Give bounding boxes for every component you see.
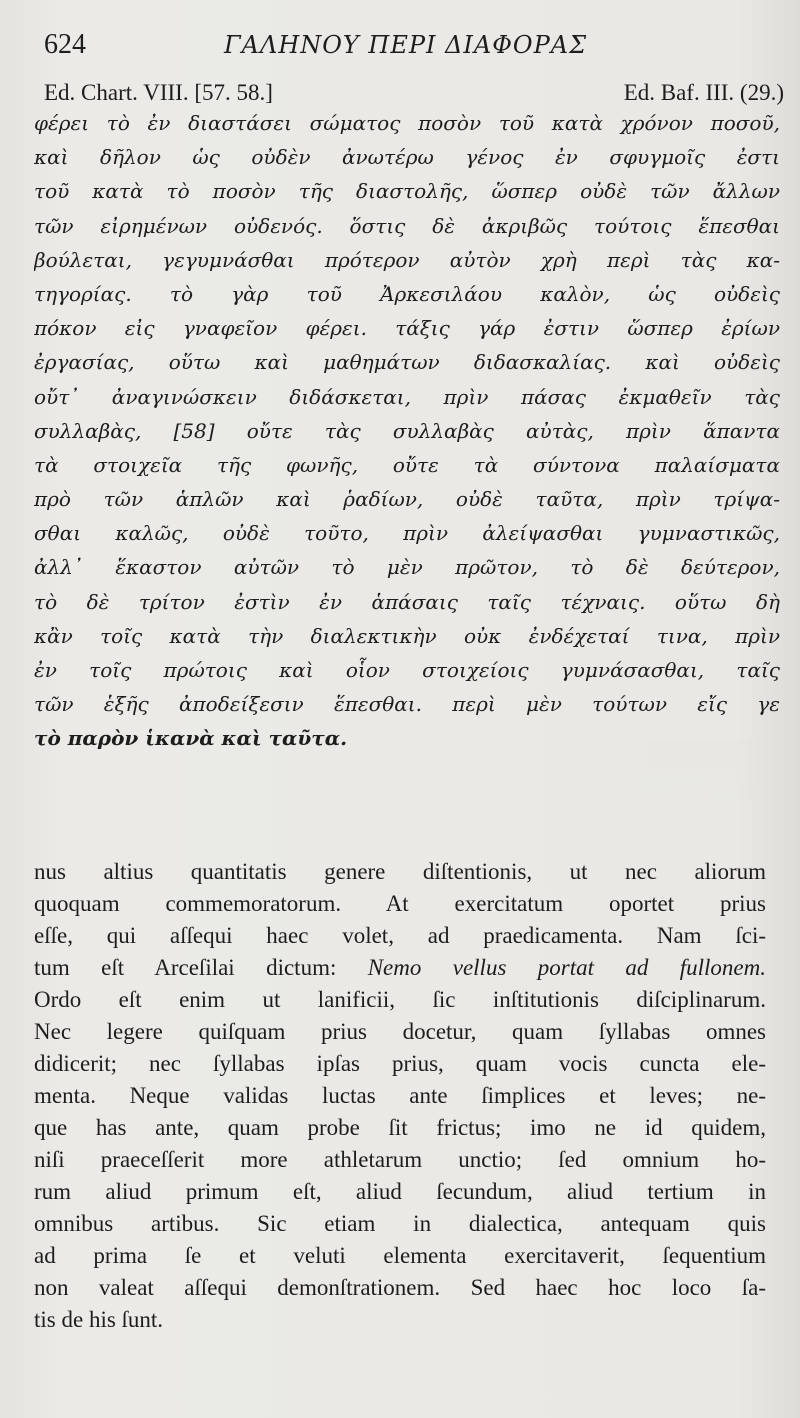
- greek-line: κἂν τοῖς κατὰ τὴν διαλεκτικὴν οὐκ ἐνδέχεταί τινα, πρὶν: [34, 623, 780, 648]
- greek-line: ἐργασίας, οὕτω καὶ μαθημάτων διδασκαλίας. καὶ οὐδεὶς: [34, 350, 780, 375]
- latin-text-block: [34, 856, 766, 1396]
- latin-line: ad prima ſe et veluti elementa exercitaverit, ſequentium: [34, 1243, 766, 1268]
- greek-line: πρὸ τῶν ἁπλῶν καὶ ῥαδίων, οὐδὲ ταῦτα, πρὶν τρίψα-: [34, 487, 780, 512]
- greek-line: ἀλλ᾽ ἕκαστον αὐτῶν τὸ μὲν πρῶτον, τὸ δὲ δεύτερον,: [34, 555, 780, 580]
- greek-line: τῶν ἑξῆς ἀποδείξεσιν ἕπεσθαι. περὶ μὲν τούτων εἴς γε: [34, 692, 780, 717]
- latin-line: didicerit; nec ſyllabas ipſas prius, quam vocis cuncta ele-: [34, 1051, 766, 1076]
- greek-line: τοῦ κατὰ τὸ ποσὸν τῆς διαστολῆς, ὥσπερ οὐδὲ τῶν ἄλλων: [34, 179, 780, 204]
- greek-line: πόκον εἰς γναφεῖον φέρει. τάξις γάρ ἐστιν ὥσπερ ἐρίων: [34, 316, 780, 341]
- latin-line: que has ante, quam probe ſit frictus; imo ne id quidem,: [34, 1115, 766, 1140]
- latin-line: rum aliud primum eſt, aliud ſecundum, aliud tertium in: [34, 1179, 766, 1204]
- greek-line: συλλαβὰς, [58] οὔτε τὰς συλλαβὰς αὐτὰς, πρὶν ἅπαντα: [34, 418, 780, 443]
- latin-line: nus altius quantitatis genere diſtentionis, ut nec aliorum: [34, 859, 766, 884]
- greek-line: τῶν εἰρημένων οὐδενός. ὅστις δὲ ἀκριβῶς τούτοις ἕπεσθαι: [34, 213, 780, 238]
- greek-line: βούλεται, γεγυμνάσθαι πρότερον αὐτὸν χρὴ περὶ τὰς κα-: [34, 247, 780, 272]
- greek-line: φέρει τὸ ἐν διαστάσει σώματος ποσὸν τοῦ κατὰ χρόνον ποσοῦ,: [34, 111, 780, 135]
- greek-line: σθαι καλῶς, οὐδὲ τοῦτο, πρὶν ἀλείψασθαι γυμναστικῶς,: [34, 521, 780, 546]
- greek-line: τὰ στοιχεῖα τῆς φωνῆς, οὔτε τὰ σύντονα παλαίσματα: [34, 452, 780, 477]
- latin-line-prefix: tum eſt Arceſilai dictum:: [34, 955, 368, 980]
- greek-line: οὔτ᾽ ἀναγινώσκειν διδάσκεται, πρὶν πάσας ἐκμαθεῖν τὰς: [34, 384, 780, 409]
- latin-line: quoquam commemoratorum. At exercitatum oportet prius: [34, 891, 766, 916]
- latin-line: omnibus artibus. Sic etiam in dialectica, antequam quis: [34, 1211, 766, 1236]
- latin-line: Nec legere quiſquam prius docetur, quam ſyllabas omnes: [34, 1019, 766, 1044]
- greek-text-block: [34, 106, 780, 786]
- page-header: [44, 28, 756, 68]
- latin-line-final: tis de his ſunt.: [34, 1307, 164, 1332]
- latin-line: eſſe, qui aſſequi haec volet, ad praedicamenta. Nam ſci-: [34, 923, 766, 948]
- latin-line: niſi praeceſſerit more athletarum unctio; ſed omnium ho-: [34, 1147, 766, 1172]
- edition-reference-right: Ed. Baf. III. (29.): [623, 80, 784, 105]
- page-number: 624: [44, 29, 86, 60]
- latin-line: non valeat aſſequi demonſtrationem. Sed haec hoc loco ſa-: [34, 1275, 766, 1300]
- greek-line: καὶ δῆλον ὡς οὐδὲν ἀνωτέρω γένος ἐν σφυγμοῖς ἐστι: [34, 145, 780, 170]
- latin-line: menta. Neque validas luctas ante ſimplices et leves; ne-: [34, 1083, 766, 1108]
- running-title: ΓΑΛΗΝΟΥ ΠΕΡΙ ΔΙΑΦΟΡΑΣ: [224, 31, 588, 59]
- edition-reference-left: Ed. Chart. VIII. [57. 58.]: [44, 80, 273, 105]
- latin-line-with-quote: [34, 952, 766, 984]
- greek-line: τὸ δὲ τρίτον ἐστὶν ἐν ἁπάσαις ταῖς τέχναις. οὕτω δὴ: [34, 589, 780, 614]
- arcesilaus-quote: Nemo vellus portat ad fullonem.: [367, 955, 766, 980]
- show-through-shadow: [640, 740, 760, 830]
- greek-line-final: τὸ παρὸν ἱκανὰ καὶ ταῦτα.: [34, 726, 348, 751]
- latin-line: Ordo eſt enim ut lanificii, ſic inſtitutionis diſciplinarum.: [34, 987, 766, 1012]
- greek-line: ἐν τοῖς πρώτοις καὶ οἷον στοιχείοις γυμνάσασθαι, ταῖς: [34, 658, 780, 682]
- greek-line: τηγορίας. τὸ γὰρ τοῦ Ἀρκεσιλάου καλὸν, ὡς οὐδεὶς: [34, 281, 780, 306]
